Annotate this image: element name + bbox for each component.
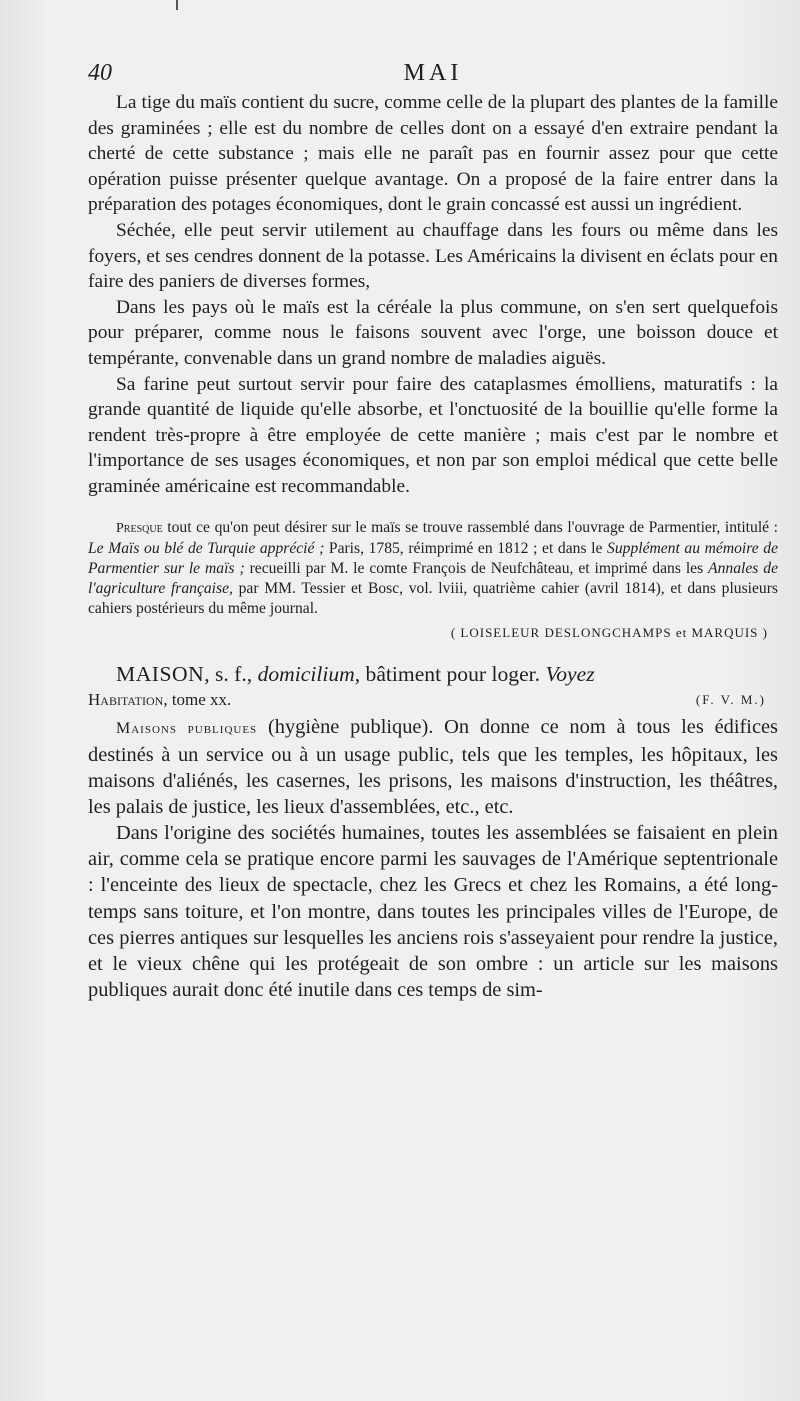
footnote-text-4: par MM. Tessier et Bosc, vol. lviii, quatrième cahier (avril 1814), et dans plusieurs cahiers postérieurs du même journal. — [88, 579, 778, 617]
footnote-title-2: Supplément au mémoire de Parmentier sur le maïs ; — [88, 539, 778, 577]
page-number: 40 — [88, 60, 112, 86]
footnote-title-1: Le Maïs ou blé de Turquie apprécié ; — [88, 539, 325, 557]
entry-initials: (F. V. M.) — [695, 691, 766, 707]
entry-headword: MAISON — [116, 661, 205, 686]
paragraph-dried-stalk: Séchée, elle peut servir utilement au chauffage dans les fours ou même dans les foyers, et ses cendres donnent de la potasse. Les Américains la divisent en éclats pour en faire des paniers de diverses formes, — [88, 219, 778, 293]
paragraph-flour: Sa farine peut surtout servir pour faire des cataplasmes émolliens, maturatifs : la grande quantité de liquide qu'elle absorbe, et l'onctuosité de la bouillie qu'elle forme la rendent très-propre à être employée de cette manière ; mais c'est par le nombre et l'importance de ses usages économiques, et non par son emploi médical que cette belle graminée américaine est recommandable. — [88, 373, 778, 497]
entry-maison — [88, 661, 778, 688]
entry-latin: domicilium — [257, 661, 355, 686]
paragraph-sugar: La tige du maïs contient du sucre, comme celle de la plupart des plantes de la famille des graminées ; elle est du nombre de celles dont on a essayé d'en extraire pendant la cherté de cette substance ; mais elle ne paraît pas en fournir assez pour que cette opération puisse présenter quelque avantage. On a proposé de la faire entrer dans la préparation des potages économiques, dont le grain concassé est aussi un ingrédient. — [88, 92, 778, 216]
subentry-headword: Maisons publiques — [116, 719, 258, 737]
page-header — [88, 60, 778, 90]
page-edge-mark — [176, 0, 178, 10]
paragraph-beverage: Dans les pays où le maïs est la céréale la plus commune, on s'en sert quelquefois pour préparer, comme nous le faisons souvent avec l'orge, une boisson douce et tempérante, convenable dans un grand nombre de maladies aiguës. — [88, 296, 778, 369]
footnote-text-2: Paris, 1785, réimprimé en 1812 ; et dans le — [324, 539, 608, 557]
entry-grammar: , s. f., — [204, 661, 258, 686]
footnote-text-1: tout ce qu'on peut désirer sur le maïs se trouve rassemblé dans l'ouvrage de Parmentier, intitulé : — [162, 518, 778, 536]
footnote — [88, 518, 778, 619]
entry-voyez: Voyez — [545, 661, 595, 686]
running-head: MAI — [403, 60, 463, 86]
footnote-lead: Presque — [116, 520, 163, 536]
footnote-title-3: Annales de l'agriculture française, — [88, 559, 778, 597]
crossref-target: Habitation — [88, 689, 164, 709]
crossref-rest: , tome xx. — [163, 689, 232, 709]
footnote-signature: ( LOISELEUR DESLONGCHAMPS et MARQUIS ) — [450, 624, 768, 640]
paragraph-origin: Dans l'origine des sociétés humaines, toutes les assemblées se faisaient en plein air, comme cela se pratique encore parmi les sauvages de l'Amérique septentrionale : l'enceinte des lieux de spectacle, chez les Grecs et chez les Romains, a été long-temps sans toiture, et l'on montre, dans toutes les principales villes de l'Europe, de ces pierres antiques sur lesquelles les anciens rois s'asseyaient pour rendre la justice, et le vieux chêne qui les protégeait de son ombre : un article sur les maisons publiques aurait donc été inutile dans ces temps de sim- — [88, 821, 778, 1002]
subentry-maisons-publiques — [88, 714, 778, 820]
subentry-text: (hygiène publique). On donne ce nom à tous les édifices destinés à un service ou à un usage public, tels que les temples, les hôpitaux, les maisons d'aliénés, les casernes, les prisons, les maisons d'instruction, les théâtres, les palais de justice, les lieux d'assemblées, etc., etc. — [88, 715, 778, 818]
entry-crossref — [88, 688, 778, 712]
footnote-text-3: recueilli par M. le comte François de Neufchâteau, et imprimé dans les — [244, 559, 709, 577]
entry-definition: , bâtiment pour loger. — [354, 661, 546, 686]
page-body — [88, 90, 778, 1003]
